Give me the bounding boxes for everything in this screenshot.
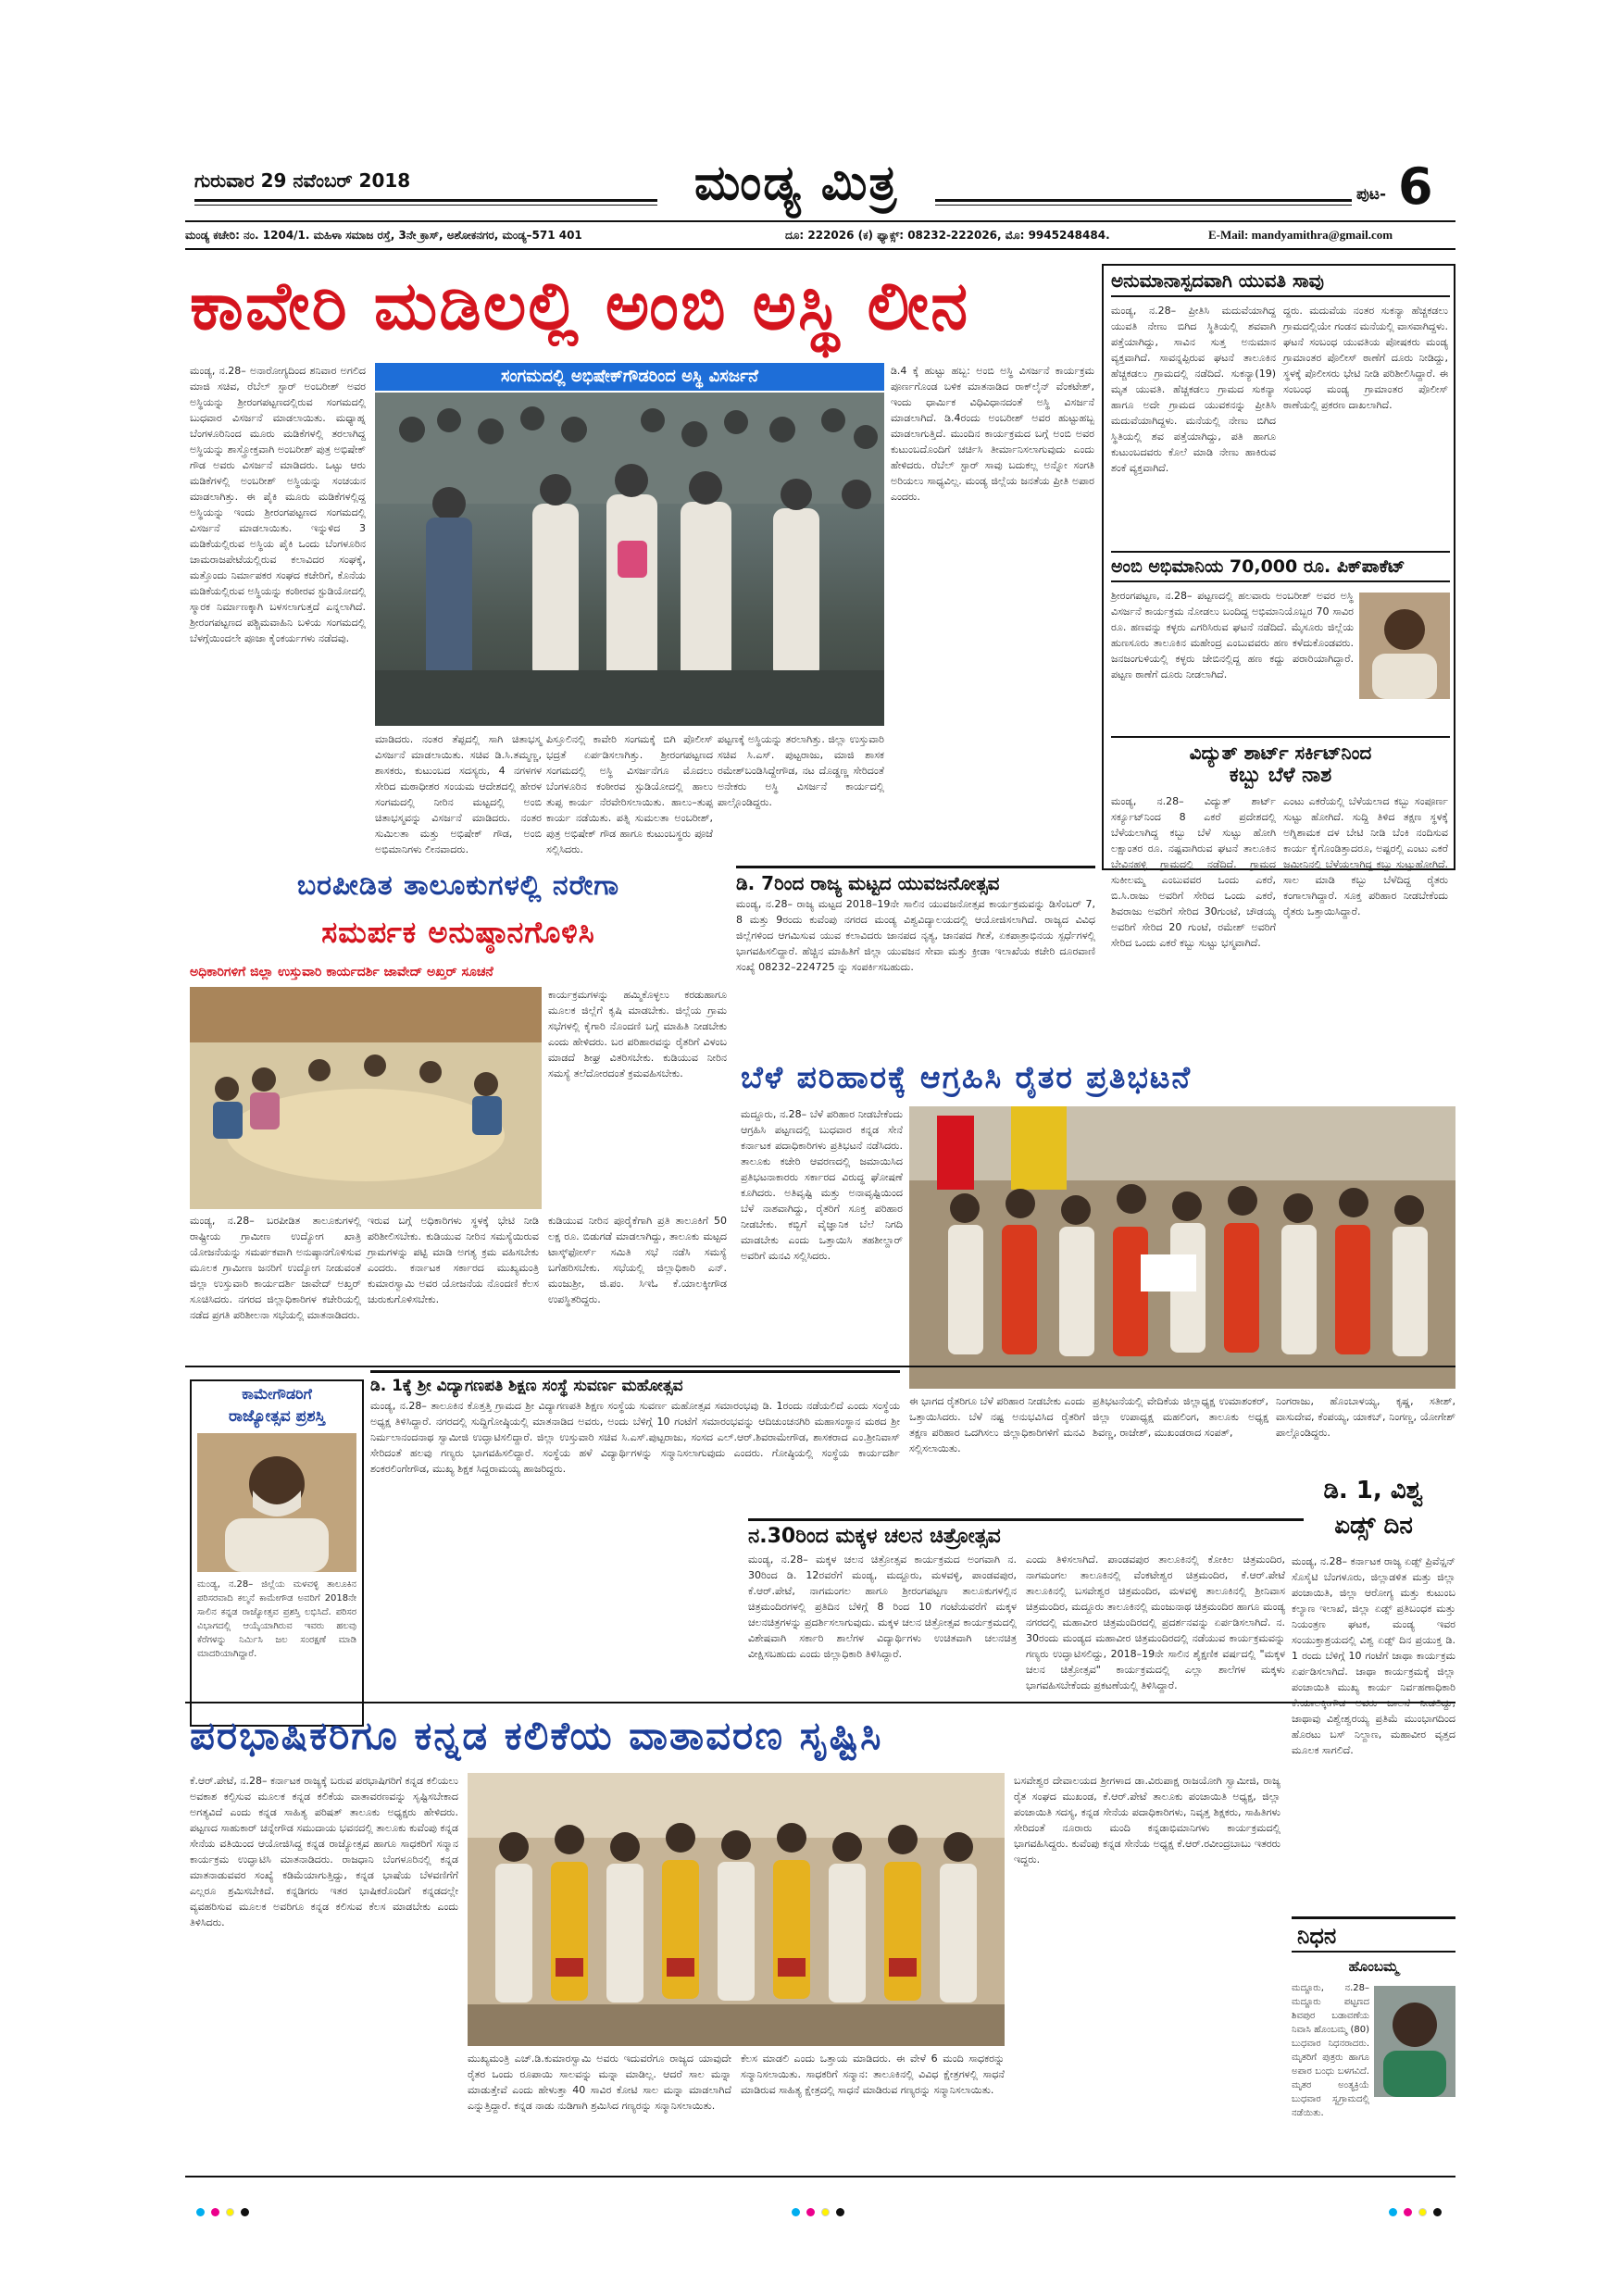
- obituary-text: ಮದ್ದೂರು, ನ.28– ಮದ್ದೂರು ಪಟ್ಟಣದ ಶಿವಪುರ ಬಡಾವಣೆಯ ನಿವಾಸಿ ಹೊಂಬಮ್ಮ (80) ಬುಧವಾರ ನಿಧನರಾದರು. ಮೃತರಿಗೆ ಪುತ್ರರು ಹಾಗೂ ಅಪಾರ ಬಂಧು ಬಳಗವಿದೆ. ಮೃತರ ಅಂತ್ಯಕ್ರಿಯೆ ಬುಧವಾರ ಸ್ವಗ್ರಾಮದಲ್ಲಿ ನಡೆಯಿತು.: [1292, 1983, 1369, 2118]
- registration-dot: [211, 2208, 219, 2216]
- aids-day-text: ಮಂಡ್ಯ, ನ.28– ಕರ್ನಾಟಕ ರಾಜ್ಯ ಏಡ್ಸ್ ಪ್ರಿವೆನ್ಷನ್ ಸೊಸೈಟಿ ಬೆಂಗಳೂರು, ಜಿಲ್ಲಾಡಳಿತ ಮತ್ತು ಜಿಲ್ಲಾ ಪಂಚಾಯಿತಿ, ಜಿಲ್ಲಾ ಆರೋಗ್ಯ ಮತ್ತು ಕುಟುಂಬ ಕಲ್ಯಾಣ ಇಲಾಖೆ, ಜಿಲ್ಲಾ ಏಡ್ಸ್ ಪ್ರತಿಬಂಧಕ ಮತ್ತು ನಿಯಂತ್ರಣ ಘಟಕ, ಮಂಡ್ಯ ಇವರ ಸಂಯುಕ್ತಾಶ್ರಯದಲ್ಲಿ ವಿಶ್ವ ಏಡ್ಸ್ ದಿನ ಪ್ರಯುಕ್ತ ಡಿ. 1 ರಂದು ಬೆಳಿಗ್ಗೆ 10 ಗಂಟೆಗೆ ಜಾಥಾ ಕಾರ್ಯಕ್ರಮ ಏರ್ಪಡಿಸಲಾಗಿದೆ. ಜಾಥಾ ಕಾರ್ಯಕ್ರಮಕ್ಕೆ ಜಿಲ್ಲಾ ಪಂಚಾಯಿತಿ ಮುಖ್ಯ ಕಾರ್ಯ ನಿರ್ವಹಣಾಧಿಕಾರಿ ಜಾಥಾವು ವಿಶ್ವೇಶ್ವರಯ್ಯ ಪ್ರತಿಮೆ ಮುಂಭಾಗದಿಂದ ಹೊರಟು ಬಸ್ ನಿಲ್ದಾಣ, ಮಹಾವೀರ ವೃತ್ತದ ಮೂಲಕ ಸಾಗಲಿದೆ.: [1292, 1555, 1455, 1756]
- registration-dot: [241, 2208, 249, 2216]
- lead-column-1: ಮಂಡ್ಯ, ನ.28– ಅನಾರೋಗ್ಯದಿಂದ ಶನಿವಾರ ಅಗಲಿದ ಮಾಜಿ ಸಚಿವ, ರೆಬೆಲ್ ಸ್ಟಾರ್ ಅಂಬರೀಶ್ ಅವರ ಅಸ್ಥಿಯನ್ನು ಶ್ರೀರಂಗಪಟ್ಟಣದಲ್ಲಿರುವ ಸಂಗಮದಲ್ಲಿ ಬುಧವಾರ ವಿಸರ್ಜನೆ ಮಾಡಲಾಯಿತು. ಮಧ್ಯಾಹ್ನ ಬೆಂಗಳೂರಿನಿಂದ ಮೂರು ಮಡಿಕೆಗಳಲ್ಲಿ ತರಲಾಗಿದ್ದ ಅಸ್ಥಿಯನ್ನು ಶಾಸ್ತ್ರೋಕ್ತವಾಗಿ ಅಂಬರೀಶ್ ಪುತ್ರ ಅಭಿಷೇಕ್ ಗೌಡ ಅವರು ವಿಸರ್ಜನೆ ಮಾಡಿದರು. ಒಟ್ಟು ಆರು ಮಡಿಕೆಗಳಲ್ಲಿ ಅಂಬರೀಶ್ ಅಸ್ಥಿಯನ್ನು ಸಂಚಯನ ಮಾಡಲಾಗಿತ್ತು. ಈ ಪೈಕಿ ಮೂರು ಮಡಿಕೆಗಳಲ್ಲಿದ್ದ ಅಸ್ಥಿಯನ್ನು ಇಂದು ಶ್ರೀರಂಗಪಟ್ಟಣದ ಸಂಗಮದಲ್ಲಿ ವಿಸರ್ಜನೆ ಮಾಡಲಾಯಿತು. ಇನ್ನುಳಿದ 3 ಮಡಿಕೆಯಲ್ಲಿರುವ ಅಸ್ಥಿಯ ಪೈಕಿ ಒಂದು ಬೆಂಗಳೂರಿನ ಚಾಮರಾಜಪೇಟೆಯಲ್ಲಿರುವ ಕಲಾವಿದರ ಸಂಘಕ್ಕೆ, ಮತ್ತೊಂದು ನಿರ್ಮಾಪಕರ ಸಂಘದ ಕಚೇರಿಗೆ, ಕೊನೆಯ ಮಡಿಕೆಯಲ್ಲಿರುವ ಅಸ್ಥಿಯನ್ನು ಕಂಠೀರವ ಸ್ಟುಡಿಯೋದಲ್ಲಿ ಸ್ಮಾರಕ ನಿರ್ಮಾಣಕ್ಕಾಗಿ ಬಳಸಲಾಗುತ್ತದೆ ಎನ್ನಲಾಗಿದೆ. ಶ್ರೀರಂಗಪಟ್ಟಣದ ಪಶ್ಚಿಮವಾಹಿನಿ ಬಳಿಯ ಸಂಗಮದಲ್ಲಿ ಬೆಳಗ್ಗೆಯಿಂದಲೇ ಪೂಜಾ ಕೈಂಕರ್ಯಗಳು ನಡೆದವು.: [190, 365, 366, 644]
- youth-fest-headline: ಡಿ. 7ರಿಂದ ರಾಜ್ಯ ಮಟ್ಟದ ಯುವಜನೋತ್ಸವ: [736, 866, 1095, 894]
- narega-col-b: ಇರುವ ಬಗ್ಗೆ ಅಧಿಕಾರಿಗಳು ಸ್ಥಳಕ್ಕೆ ಭೇಟಿ ನೀಡಿ ಪರಿಶೀಲಿಸಬೇಕು. ಕುಡಿಯುವ ನೀರಿನ ಸಮಸ್ಯೆಯಿರುವ ಗ್ರಾಮಗಳನ್ನು ಪಟ್ಟಿ ಮಾಡಿ ಅಗತ್ಯ ಕ್ರಮ ವಹಿಸಬೇಕು ಎಂದರು. ಕರ್ನಾಟಕ ಸರ್ಕಾರದ ಮುಖ್ಯಮಂತ್ರಿ ಕುಮಾರಸ್ವಾಮಿ ಅವರ ಯೋಜನೆಯ ನೊಂದಣಿ ಕೆಲಸ ಚುರುಕುಗೊಳಿಸಬೇಕು.: [368, 1215, 539, 1305]
- registration-dot: [806, 2208, 815, 2216]
- page-label: ಪುಟ-: [1356, 185, 1386, 204]
- aids-day-headline-2: ಏಡ್ಸ್ ದಿನ: [1334, 1512, 1413, 1540]
- obituary-section-title: ನಿಧನ: [1292, 1916, 1455, 1953]
- lead-photo-ritual: [375, 393, 884, 726]
- lead-photo-caption: ಸಂಗಮದಲ್ಲಿ ಅಭಿಷೇಕ್‌ಗೌಡರಿಂದ ಅಸ್ಥಿ ವಿಸರ್ಜನೆ: [500, 367, 759, 386]
- masthead-rule-right-thin: [935, 205, 1352, 206]
- narega-meeting-photo: [190, 987, 542, 1209]
- lead-column-3: ಪಿಸ್ತೂಲಿನಲ್ಲಿ ಕಾವೇರಿ ಸಂಗಮಕ್ಕೆ ಬಿಗಿ ಪೊಲೀಸ್ ಭದ್ರತೆ ಏರ್ಪಡಿಸಲಾಗಿತ್ತು. ಶ್ರೀರಂಗಪಟ್ಟಣದ ಸಂಗಮದಲ್ಲಿ ಅಸ್ಥಿ ವಿಸರ್ಜನೆಗೂ ಮೊದಲು ಬೆಂಗಳೂರಿನ ಕಂಠೀರವ ಸ್ಟುಡಿಯೋದಲ್ಲಿ ಹಾಲು ತುಪ್ಪ ಕಾರ್ಯ ನೆರವೇರಿಸಲಾಯಿತು. ಹಾಲು–ತುಪ್ಪ ಕಾರ್ಯ ನಡೆಯಿತು. ಪತ್ನಿ ಸುಮಲತಾ ಅಂಬರೀಶ್, ಪುತ್ರ ಅಭಿಷೇಕ್ ಗೌಡ ಹಾಗೂ ಕುಟುಂಬಸ್ಥರು ಪೂಜೆ ಸಲ್ಲಿಸಿದರು.: [546, 733, 713, 855]
- registration-dot: [226, 2208, 234, 2216]
- address-rule-bottom: [185, 248, 1455, 250]
- column-rule: [185, 1366, 1455, 1367]
- woman-death-box: [1102, 264, 1455, 949]
- office-phone: ದೂ: 222026 (ಕ) ಫ್ಯಾಕ್ಸ್: 08232-222026, ಮೊ: 9945248484.: [785, 229, 1110, 242]
- woman-death-col-1: ಮಂಡ್ಯ, ನ.28– ಪ್ರೀತಿಸಿ ಮದುವೆಯಾಗಿದ್ದ ಯುವತಿ ನೇಣು ಬಿಗಿದ ಸ್ಥಿತಿಯಲ್ಲಿ ಶವವಾಗಿ ಪತ್ತೆಯಾಗಿದ್ದು, ಸಾವಿನ ಸುತ್ತ ಅನುಮಾನ ವ್ಯಕ್ತವಾಗಿದೆ. ಸಾವನ್ನಪ್ಪಿರುವ ಘಟನೆ ತಾಲೂಕಿನ ಹೆಚ್ಚಕಡಲು ಗ್ರಾಮದಲ್ಲಿ ನಡೆದಿದೆ. ಸುಕನ್ಯಾ(19) ಮೃತ ಯುವತಿ. ಹೆಚ್ಚಕಡಲು ಗ್ರಾಮದ ಸುಕನ್ಯಾ ಹಾಗೂ ಅದೇ ಗ್ರಾಮದ ಯುವಕನನ್ನು ಪ್ರೀತಿಸಿ ಮದುವೆಯಾಗಿದ್ದಳು. ಮನೆಯಲ್ಲಿ ನೇಣು ಬಿಗಿದ ಸ್ಥಿತಿಯಲ್ಲಿ ಶವ ಪತ್ತೆಯಾಗಿದ್ದು, ಪತಿ ಹಾಗೂ ಕುಟುಂಬದವರು ಕೊಲೆ ಮಾಡಿ ನೇಣು ಹಾಕಿರುವ ಶಂಕೆ ವ್ಯಕ್ತವಾಗಿದೆ.: [1111, 305, 1276, 474]
- film-fest-col-1: ಮಂಡ್ಯ, ನ.28– ಮಕ್ಕಳ ಚಲನ ಚಿತ್ರೋತ್ಸವ ಕಾರ್ಯಕ್ರಮದ ಅಂಗವಾಗಿ ನ. 30ರಿಂದ ಡಿ. 12ರವರೆಗೆ ಮಂಡ್ಯ, ಮದ್ದೂರು, ಮಳವಳ್ಳಿ, ಪಾಂಡವಪುರ, ಕೆ.ಆರ್.ಪೇಟೆ, ನಾಗಮಂಗಲ ಹಾಗೂ ಶ್ರೀರಂಗಪಟ್ಟಣ ತಾಲೂಕುಗಳಲ್ಲಿನ ಚಿತ್ರಮಂದಿರಗಳಲ್ಲಿ ಪ್ರತಿದಿನ ಬೆಳಿಗ್ಗೆ 8 ರಿಂದ 10 ಗಂಟೆಯವರೆಗೆ ಮಕ್ಕಳ ಚಲನಚಿತ್ರಗಳನ್ನು ಪ್ರದರ್ಶಿಸಲಾಗುವುದು. ಮಕ್ಕಳ ಚಲನ ಚಿತ್ರೋತ್ಸವ ಕಾರ್ಯಕ್ರಮದಲ್ಲಿ ವಿಶೇಷವಾಗಿ ಸರ್ಕಾರಿ ಶಾಲೆಗಳ ವಿದ್ಯಾರ್ಥಿಗಳು ಉಚಿತವಾಗಿ ಚಲನಚಿತ್ರ ವೀಕ್ಷಿಸಬಹುದು ಎಂದು ಜಿಲ್ಲಾಧಿಕಾರಿ ತಿಳಿಸಿದ್ದಾರೆ.: [748, 1554, 1017, 1660]
- farmers-protest-cap-1: ಈ ಭಾಗದ ರೈತರಿಗೂ ಬೆಳೆ ಪರಿಹಾರ ನೀಡಬೇಕು ಎಂದು ಒತ್ತಾಯಿಸಿದರು. ಬೆಳೆ ನಷ್ಟ ಅನುಭವಿಸಿದ ರೈತರಿಗೆ ತಕ್ಷಣ ಪರಿಹಾರ ಒದಗಿಸಲು ಜಿಲ್ಲಾಧಿಕಾರಿಗಳಿಗೆ ಮನವಿ ಸಲ್ಲಿಸಲಾಯಿತು.: [909, 1395, 1085, 1454]
- award-recipient-photo: [197, 1433, 356, 1572]
- kannada-env-col-3: ಕೆಲಸ ಮಾಡಲಿ ಎಂದು ಒತ್ತಾಯ ಮಾಡಿದರು. ಈ ವೇಳೆ 6 ಮಂದಿ ಸಾಧಕರನ್ನು ಸನ್ಮಾನಿಸಲಾಯಿತು. ಸಾಧಕರಿಗೆ ಸನ್ಮಾನ: ತಾಲೂಕಿನಲ್ಲಿ ವಿವಿಧ ಕ್ಷೇತ್ರಗಳಲ್ಲಿ ಸಾಧನೆ ಮಾಡಿರುವ ಸಾಹಿತ್ಯ ಕ್ಷೇತ್ರದಲ್ಲಿ ಸಾಧನೆ ಮಾಡಿರುವ ಗಣ್ಯರನ್ನು ಸನ್ಮಾನಿಸಲಾಯಿತು.: [741, 2053, 1005, 2096]
- lead-photo-art: [375, 393, 884, 726]
- narega-headline-1: ಬರಪೀಡಿತ ತಾಲೂಕುಗಳಲ್ಲಿ ನರೇಗಾ: [296, 869, 620, 902]
- narega-col-c: ಕುಡಿಯುವ ನೀರಿನ ಪೂರೈಕೆಗಾಗಿ ಪ್ರತಿ ತಾಲೂಕಿಗೆ 50 ಲಕ್ಷ ರೂ. ಬಿಡುಗಡೆ ಮಾಡಲಾಗಿದ್ದು, ತಾಲೂಕು ಮಟ್ಟದ ಟಾಸ್ಕ್‌ಫೋರ್ಸ್ ಸಮಿತಿ ಸಭೆ ನಡೆಸಿ ಸಮಸ್ಯೆ ಬಗೆಹರಿಸಬೇಕು. ಸಭೆಯಲ್ಲಿ ಜಿಲ್ಲಾಧಿಕಾರಿ ಎನ್. ಮಂಜುಶ್ರೀ, ಜಿ.ಪಂ. ಸಿಇಓ ಕೆ.ಯಾಲಕ್ಕೀಗೌಡ ಉಪಸ್ಥಿತರಿದ್ದರು.: [548, 1215, 727, 1305]
- narega-headline-2: ಸಮರ್ಪಕ ಅನುಷ್ಠಾನಗೊಳಿಸಿ: [321, 915, 595, 950]
- narega-col-right: ಕಾರ್ಯಕ್ರಮಗಳನ್ನು ಹಮ್ಮಿಕೊಳ್ಳಲು ಕರಡುಹಾಗೂ ಮೂಲಕ ಜಿಲ್ಲೆಗೆ ಕೃಷಿ ಮಾಡಬೇಕು. ಜಿಲ್ಲೆಯ ಗ್ರಾಮ ಸಭೆಗಳಲ್ಲಿ ಕೈಗಾರಿ ನೊಂದಣಿ ಬಗ್ಗೆ ಮಾಹಿತಿ ನೀಡಬೇಕು ಎಂದು ಹೇಳಿದರು. ಬರ ಪರಿಹಾರವನ್ನು ರೈತರಿಗೆ ವಿಳಂಬ ಮಾಡದೆ ಶೀಘ್ರ ವಿತರಿಸಬೇಕು. ಕುಡಿಯುವ ನೀರಿನ ಸಮಸ್ಯೆ ತಲೆದೋರದಂತೆ ಕ್ರಮವಹಿಸಬೇಕು.: [548, 989, 727, 1079]
- pickpocket-headline: ಅಂಬಿ ಅಭಿಮಾನಿಯ 70,000 ರೂ. ಪಿಕ್‌ಪಾಕೆಟ್: [1111, 551, 1450, 582]
- farmers-protest-cap-2: ಪ್ರತಿಭಟನೆಯಲ್ಲಿ ವೇದಿಕೆಯ ಜಿಲ್ಲಾಧ್ಯಕ್ಷ ಉಮಾಶಂಕರ್, ಜಿಲ್ಲಾ ಉಪಾಧ್ಯಕ್ಷ ಮಹಲಿಂಗ, ತಾಲೂಕು ಅಧ್ಯಕ್ಷ ಶಿವಣ್ಣ, ರಾಜೇಶ್, ಮುಖಂಡರಾದ ಸಂಪತ್,: [1093, 1395, 1268, 1439]
- woman-death-headline: ಅನುಮಾನಾಸ್ಪದವಾಗಿ ಯುವತಿ ಸಾವು: [1111, 269, 1450, 297]
- kannada-env-col-4: ಬಸವೇಶ್ವರ ದೇವಾಲಯದ ಶ್ರೀಗಳಾದ ಡಾ.ವಿರುಪಾಕ್ಷ ರಾಜಯೋಗಿ ಸ್ವಾಮೀಜಿ, ರಾಜ್ಯ ರೈತ ಸಂಘದ ಮುಖಂಡ, ಕೆ.ಆರ್.ಪೇಟೆ ತಾಲೂಕು ಪಂಚಾಯಿತಿ ಅಧ್ಯಕ್ಷ, ಜಿಲ್ಲಾ ಪಂಚಾಯಿತಿ ಸದಸ್ಯ, ಕನ್ನಡ ಸೇನೆಯ ಪದಾಧಿಕಾರಿಗಳು, ನಿವೃತ್ತ ಶಿಕ್ಷಕರು, ಸಾಹಿತಿಗಳು ಸೇರಿದಂತೆ ನೂರಾರು ಮಂದಿ ಕನ್ನಡಾಭಿಮಾನಿಗಳು ಕಾರ್ಯಕ್ರಮದಲ್ಲಿ ಭಾಗವಹಿಸಿದ್ದರು. ಕುವೆಂಪು ಕನ್ನಡ ಸೇನೆಯ ಅಧ್ಯಕ್ಷ ಕೆ.ಆರ್.ರವೀಂದ್ರಬಾಬು ಇತರರು ಇದ್ದರು.: [1014, 1775, 1280, 1866]
- issue-date: ಗುರುವಾರ 29 ನವೆಂಬರ್ 2018: [194, 169, 411, 192]
- award-headline-2: ರಾಜ್ಯೋತ್ಸವ ಪ್ರಶಸ್ತಿ: [228, 1407, 326, 1426]
- registration-dot: [196, 2208, 205, 2216]
- lead-column-5: ಡಿ.4 ಕ್ಕೆ ಹುಟ್ಟು ಹಬ್ಬ: ಅಂಬಿ ಅಸ್ಥಿ ವಿಸರ್ಜನೆ ಕಾರ್ಯಕ್ರಮ ಪೂರ್ಣಗೊಂಡ ಬಳಿಕ ಮಾತನಾಡಿದ ರಾಕ್‌ಲೈನ್ ವೆಂಕಟೇಶ್, ಇಂದು ಧಾರ್ಮಿಕ ವಿಧಿವಿಧಾನದಂತೆ ಅಸ್ಥಿ ವಿಸರ್ಜನೆ ಮಾಡಲಾಗಿದೆ. ಡಿ.4ರಂದು ಅಂಬರೀಶ್ ಅವರ ಹುಟ್ಟುಹಬ್ಬ ಮಾಡಲಾಗುತ್ತಿದೆ. ಮುಂದಿನ ಕಾರ್ಯಕ್ರಮದ ಬಗ್ಗೆ ಅಂಬಿ ಅವರ ಕುಟುಂಬದೊಂದಿಗೆ ಚರ್ಚಿಸಿ ತೀರ್ಮಾನಿಸಲಾಗುವುದು ಎಂದು ಹೇಳಿದರು. ರೆಬೆಲ್ ಸ್ಟಾರ್ ಸಾವು ಬದುಕಲ್ಲ ಅನ್ನೋ ಸಂಗತಿ ಅರಿಯಲು ಸಾಧ್ಯವಿಲ್ಲ. ಮಂಡ್ಯ ಜಿಲ್ಲೆಯ ಜನತೆಯ ಪ್ರೀತಿ ಅಪಾರ ಎಂದರು.: [891, 365, 1094, 503]
- school-jubilee-continued: [370, 1523, 736, 1713]
- page-number: 6: [1398, 157, 1433, 216]
- registration-dot: [792, 2208, 800, 2216]
- lead-column-2: ಮಾಡಿದರು. ನಂತರ ತೆಪ್ಪದಲ್ಲಿ ಸಾಗಿ ಚಿತಾಭಸ್ಮ ವಿಸರ್ಜನೆ ಮಾಡಲಾಯಿತು. ಸಚಿವ ಡಿ.ಸಿ.ತಮ್ಮಣ್ಣ, ಶಾಸಕರು, ಕುಟುಂಬದ ಸದಸ್ಯರು, 4 ನಗಳಗಳ ಸೇರಿದ ಮಠಾಧೀಶರ ಸಂಯಮ ಆದೇಶದಲ್ಲಿ ಹೇರಳ ಸಂಗಮದಲ್ಲಿ ನೀರಿನ ಮಟ್ಟದಲ್ಲಿ ಅಂಬಿ ಚಿತಾಭಸ್ಮವನ್ನು ವಿಸರ್ಜನೆ ಮಾಡಿದರು. ನಂತರ ಸುಮಿಲತಾ ಮತ್ತು ಅಭಿಷೇಕ್ ಗೌಡ, ಅಂಬಿ ಅಭಿಮಾನಿಗಳು ಲೀನವಾದರು.: [375, 733, 542, 855]
- farmers-protest-text: ಮದ್ದೂರು, ನ.28– ಬೆಳೆ ಪರಿಹಾರ ನೀಡಬೇಕೆಂದು ಆಗ್ರಹಿಸಿ ಪಟ್ಟಣದಲ್ಲಿ ಬುಧವಾರ ಕನ್ನಡ ಸೇನೆ ಕರ್ನಾಟಕ ಪದಾಧಿಕಾರಿಗಳು ಪ್ರತಿಭಟನೆ ನಡೆಸಿದರು. ತಾಲೂಕು ಕಚೇರಿ ಆವರಣದಲ್ಲಿ ಜಮಾಯಿಸಿದ ಪ್ರತಿಭಟನಾಕಾರರು ಸರ್ಕಾರದ ವಿರುದ್ಧ ಘೋಷಣೆ ಕೂಗಿದರು. ಅತಿವೃಷ್ಟಿ ಮತ್ತು ಅನಾವೃಷ್ಟಿಯಿಂದ ಬೆಳೆ ನಾಶವಾಗಿದ್ದು, ರೈತರಿಗೆ ಸೂಕ್ತ ಪರಿಹಾರ ನೀಡಬೇಕು. ಕಬ್ಬಿಗೆ ವೈಜ್ಞಾನಿಕ ಬೆಲೆ ನಿಗದಿ ಮಾಡಬೇಕು ಎಂದು ಒತ್ತಾಯಿಸಿ ತಹಶೀಲ್ದಾರ್ ಅವರಿಗೆ ಮನವಿ ಸಲ್ಲಿಸಿದರು.: [741, 1108, 903, 1262]
- sugarcane-headline-2: ಕಬ್ಬು ಬೆಳೆ ನಾಶ: [1229, 764, 1332, 787]
- farmers-protest-photo: [909, 1106, 1455, 1389]
- sugarcane-col-2: ಎಂಟು ಎಕರೆಯಲ್ಲಿ ಬೆಳೆಯಲಾದ ಕಬ್ಬು ಸಂಪೂರ್ಣ ಸುಟ್ಟು ಹೋಗಿದೆ. ಸುದ್ದಿ ತಿಳಿದ ತಕ್ಷಣ ಸ್ಥಳಕ್ಕೆ ಅಗ್ನಿಶಾಮಕ ದಳ ಬೇಟಿ ನೀಡಿ ಬೆಂಕಿ ನಂದಿಸುವ ಕಾರ್ಯ ಕೈಗೊಂಡಿತ್ತಾದರೂ, ಅಷ್ಟರಲ್ಲಿ ಎಂಟು ಎಕರೆ ಜಮೀನಿನಲ್ಲಿ ಬೆಳೆಯಲಾಗಿದ್ದ ಕಬ್ಬು ಸುಟ್ಟುಹೋಗಿದೆ. ಸಾಲ ಮಾಡಿ ಕಬ್ಬು ಬೆಳೆದಿದ್ದ ರೈತರು ಕಂಗಾಲಾಗಿದ್ದಾರೆ. ಸೂಕ್ತ ಪರಿಹಾರ ನೀಡಬೇಕೆಂದು ರೈತರು ಒತ್ತಾಯಿಸಿದ್ದಾರೆ.: [1283, 795, 1448, 917]
- pickpocket-text: ಶ್ರೀರಂಗಪಟ್ಟಣ, ನ.28– ಪಟ್ಟಣದಲ್ಲಿ ಹಲವಾರು ಅಂಬರೀಶ್ ಅವರ ಅಸ್ಥಿ ವಿಸರ್ಜನೆ ಕಾರ್ಯಕ್ರಮ ನೋಡಲು ಬಂದಿದ್ದ ಅಭಿಮಾನಿಯೊಬ್ಬರ 70 ಸಾವಿರ ರೂ. ಹಣವನ್ನು ಕಳ್ಳರು ಎಗರಿಸಿರುವ ಘಟನೆ ನಡೆದಿದೆ. ಮೈಸೂರು ಜಿಲ್ಲೆಯ ಹುಣಸೂರು ತಾಲೂಕಿನ ಮಹೇಂದ್ರ ಎಂಬುವವರು ಹಣ ಕಳೆದುಕೊಂಡವರು. ಜನಜಂಗುಳಿಯಲ್ಲಿ ಕಳ್ಳರು ಜೇಬಿನಲ್ಲಿದ್ದ ಹಣ ಕದ್ದು ಪರಾರಿಯಾಗಿದ್ದಾರೆ. ಪಟ್ಟಣ ಠಾಣೆಗೆ ದೂರು ನೀಡಲಾಗಿದೆ.: [1111, 590, 1354, 680]
- obituary-name: ಹೊಂಬಮ್ಮ: [1348, 1958, 1399, 1975]
- kannada-env-col-1: ಕೆ.ಆರ್.ಪೇಟೆ, ನ.28– ಕರ್ನಾಟಕ ರಾಜ್ಯಕ್ಕೆ ಬರುವ ಪರಭಾಷಿಗರಿಗೆ ಕನ್ನಡ ಕಲಿಯಲು ಅವಕಾಶ ಕಲ್ಪಿಸುವ ಮೂಲಕ ಕನ್ನಡ ಕಲಿಕೆಯ ವಾತಾವರಣವನ್ನು ಸೃಷ್ಟಿಸಬೇಕಾದ ಅಗತ್ಯವಿದೆ ಎಂದು ಕನ್ನಡ ಸಾಹಿತ್ಯ ಪರಿಷತ್ ತಾಲೂಕು ಅಧ್ಯಕ್ಷರು ಹೇಳಿದರು. ಪಟ್ಟಣದ ಸಾಹುಕಾರ್ ಚನ್ನೇಗೌಡ ಸಮುದಾಯ ಭವನದಲ್ಲಿ ತಾಲೂಕು ಕುವೆಂಪು ಕನ್ನಡ ಸೇನೆಯ ವತಿಯಿಂದ ಆಯೋಜಿಸಿದ್ದ ಕನ್ನಡ ರಾಜ್ಯೋತ್ಸವ ಹಾಗೂ ಸಾಧಕರಿಗೆ ಸನ್ಮಾನ ಕಾರ್ಯಕ್ರಮ ಉದ್ಘಾಟಿಸಿ ಮಾತನಾಡಿದರು. ರಾಜಧಾನಿ ಬೆಂಗಳೂರಿನಲ್ಲಿ ಕನ್ನಡ ಮಾತನಾಡುವವರ ಸಂಖ್ಯೆ ಕಡಿಮೆಯಾಗುತ್ತಿದ್ದು, ಕನ್ನಡ ಭಾಷೆಯ ಬೆಳವಣಿಗೆಗೆ ಎಲ್ಲರೂ ಶ್ರಮಿಸಬೇಕಿದೆ. ಕನ್ನಡಿಗರು ಇತರ ಭಾಷಿಕರೊಂದಿಗೆ ಕನ್ನಡದಲ್ಲೇ ವ್ಯವಹರಿಸುವ ಮೂಲಕ ಅವರಿಗೂ ಕನ್ನಡ ಕಲಿಸುವ ಕೆಲಸ ಮಾಡಬೇಕು ಎಂದು ತಿಳಿಸಿದರು.: [190, 1775, 458, 1928]
- kannada-env-photo: [468, 1773, 1005, 2046]
- registration-dot: [821, 2208, 830, 2216]
- column-rule: [185, 2176, 1455, 2177]
- address-rule-top: [185, 220, 1455, 222]
- school-jubilee-headline: ಡಿ. 1ಕ್ಕೆ ಶ್ರೀ ವಿದ್ಯಾಗಣಪತಿ ಶಿಕ್ಷಣ ಸಂಸ್ಥೆ ಸುವರ್ಣ ಮಹೋತ್ಸವ: [370, 1370, 900, 1395]
- sugarcane-col-1: ಮಂಡ್ಯ, ನ.28– ವಿದ್ಯುತ್ ಶಾರ್ಟ್ ಸರ್ಕ್ಯೂಟ್‌ನಿಂದ 8 ಎಕರೆ ಪ್ರದೇಶದಲ್ಲಿ ಬೆಳೆಯಲಾಗಿದ್ದ ಕಬ್ಬು ಬೆಳೆ ಸುಟ್ಟು ಹೋಗಿ ಲಕ್ಷಾಂತರ ರೂ. ನಷ್ಟವಾಗಿರುವ ಘಟನೆ ತಾಲೂಕಿನ ಬೇವಿನಹಳ್ಳಿ ಗ್ರಾಮದಲ್ಲಿ ನಡೆದಿದೆ. ಗ್ರಾಮದ ಸುಕೀಲಮ್ಮ ಎಂಬುವವರ ಒಂದು ಎಕರೆ, ಬಿ.ಸಿ.ರಾಜು ಅವರಿಗೆ ಸೇರಿದ ಒಂದು ಎಕರೆ, ಶಿವರಾಜು ಅವರಿಗೆ ಸೇರಿದ 30ಗುಂಟೆ, ಚೌಡಯ್ಯ ಅವರಿಗೆ ಸೇರಿದ 20 ಗುಂಟೆ, ರಮೇಶ್ ಅವರಿಗೆ ಸೇರಿದ ಒಂದು ಎಕರೆ ಕಬ್ಬು ಸುಟ್ಟು ಭಸ್ಮವಾಗಿದೆ.: [1111, 795, 1276, 949]
- farmers-protest-cap-3: ನಿಂಗರಾಜು, ಹೊಂಬಾಳಯ್ಯ, ಕೃಷ್ಣ, ಸತೀಶ್, ವಾಸುದೇವ, ಕೆಂಪಯ್ಯ, ಯಾಕಬ್, ನಿಂಗಣ್ಣ, ಯೋಗೇಶ್ ಪಾಲ್ಗೊಂಡಿದ್ದರು.: [1276, 1395, 1455, 1439]
- registration-dot: [836, 2208, 844, 2216]
- aids-day-headline-1: ಡಿ. 1, ವಿಶ್ವ: [1323, 1477, 1424, 1504]
- youth-fest-text: ಮಂಡ್ಯ, ನ.28– ರಾಜ್ಯ ಮಟ್ಟದ 2018–19ನೇ ಸಾಲಿನ ಯುವಜನೋತ್ಸವ ಕಾರ್ಯಕ್ರಮವನ್ನು ಡಿಸೆಂಬರ್ 7, 8 ಮತ್ತು 9ರಂದು ಕುವೆಂಪು ನಗರದ ಮಂಡ್ಯ ವಿಶ್ವವಿದ್ಯಾಲಯದಲ್ಲಿ ಆಯೋಜಿಸಲಾಗಿದೆ. ರಾಜ್ಯದ ವಿವಿಧ ಜಿಲ್ಲೆಗಳಿಂದ ಆಗಮಿಸುವ ಯುವ ಕಲಾವಿದರು ಜಾನಪದ ನೃತ್ಯ, ಜಾನಪದ ಗೀತೆ, ಏಕಪಾತ್ರಾಭಿನಯ ಸ್ಪರ್ಧೆಗಳಲ್ಲಿ ಭಾಗವಹಿಸಲಿದ್ದಾರೆ. ಹೆಚ್ಚಿನ ಮಾಹಿತಿಗೆ ಜಿಲ್ಲಾ ಯುವಜನ ಸೇವಾ ಮತ್ತು ಕ್ರೀಡಾ ಇಲಾಖೆಯ ಕಚೇರಿ ದೂರವಾಣಿ ಸಂಖ್ಯೆ 08232–224725 ನ್ನು ಸಂಪರ್ಕಿಸಬಹುದು.: [736, 898, 1095, 973]
- obituary-photo: [1374, 1986, 1455, 2097]
- office-email: E-Mail: mandyamithra@gmail.com: [1208, 228, 1393, 242]
- kannada-env-headline: ಪರಭಾಷಿಕರಿಗೂ ಕನ್ನಡ ಕಲಿಕೆಯ ವಾತಾವರಣ ಸೃಷ್ಟಿಸಿ: [190, 1713, 883, 1758]
- award-headline-1: ಕಾಮೇಗೌಡರಿಗೆ: [242, 1385, 312, 1403]
- farmers-protest-headline: ಬೆಳೆ ಪರಿಹಾರಕ್ಕೆ ಆಗ್ರಹಿಸಿ ರೈತರ ಪ್ರತಿಭಟನೆ: [741, 1059, 1193, 1095]
- registration-dot: [1418, 2208, 1427, 2216]
- lead-column-4: ಪಟ್ಟಣಕ್ಕೆ ಅಸ್ಥಿಯನ್ನು ತರಲಾಗಿತ್ತು. ಜಿಲ್ಲಾ ಉಸ್ತುವಾರಿ ಸಚಿವ ಸಿ.ಎಸ್. ಪುಟ್ಟರಾಜು, ಮಾಜಿ ಶಾಸಕ ರಮೇಶ್‌ಬಂಡಿಸಿದ್ದೇಗೌಡ, ನಟ ದೊಡ್ಡಣ್ಣ ಸೇರಿದಂತೆ ಅನೇಕರು ಅಸ್ಥಿ ವಿಸರ್ಜನೆ ಕಾರ್ಯದಲ್ಲಿ ಪಾಲ್ಗೊಂಡಿದ್ದರು.: [718, 733, 884, 808]
- registration-dot: [1433, 2208, 1442, 2216]
- award-box: [190, 1379, 364, 1727]
- pickpocket-victim-photo: [1359, 593, 1450, 699]
- masthead-rule-right: [935, 199, 1352, 202]
- school-jubilee-text: ಮಂಡ್ಯ, ನ.28– ತಾಲೂಕಿನ ಕೊತ್ತತ್ತಿ ಗ್ರಾಮದ ಶ್ರೀ ವಿದ್ಯಾಗಣಪತಿ ಶಿಕ್ಷಣ ಸಂಸ್ಥೆಯ ಸುವರ್ಣ ಮಹೋತ್ಸವ ಸಮಾರಂಭವು ಡಿ. 1ರಂದು ನಡೆಯಲಿದೆ ಎಂದು ಸಂಸ್ಥೆಯ ಅಧ್ಯಕ್ಷ ತಿಳಿಸಿದ್ದಾರೆ. ನಗರದಲ್ಲಿ ಸುದ್ದಿಗೋಷ್ಠಿಯಲ್ಲಿ ಮಾತನಾಡಿದ ಅವರು, ಅಂದು ಬೆಳಿಗ್ಗೆ 10 ಗಂಟೆಗೆ ಸಮಾರಂಭವನ್ನು ಆದಿಚುಂಚನಗಿರಿ ಮಹಾಸಂಸ್ಥಾನ ಮಠದ ಶ್ರೀ ನಿರ್ಮಲಾನಂದನಾಥ ಸ್ವಾಮೀಜಿ ಉದ್ಘಾಟಿಸಲಿದ್ದಾರೆ. ಜಿಲ್ಲಾ ಉಸ್ತುವಾರಿ ಸಚಿವ ಸಿ.ಎಸ್.ಪುಟ್ಟರಾಜು, ಸಂಸದ ಎಲ್.ಆರ್.ಶಿವರಾಮೇಗೌಡ, ಶಾಸಕರಾದ ಎಂ.ಶ್ರೀನಿವಾಸ್ ಸೇರಿದಂತೆ ಹಲವು ಗಣ್ಯರು ಭಾಗವಹಿಸಲಿದ್ದಾರೆ. ಸಂಸ್ಥೆಯ ಹಳೆ ವಿದ್ಯಾರ್ಥಿಗಳನ್ನು ಸನ್ಮಾನಿಸಲಾಗುವುದು ಎಂದರು. ಗೋಷ್ಠಿಯಲ್ಲಿ ಸಂಸ್ಥೆಯ ಕಾರ್ಯದರ್ಶಿ ಶಂಕರಲಿಂಗೇಗೌಡ, ಮುಖ್ಯ ಶಿಕ್ಷಕ ಸಿದ್ದರಾಮಯ್ಯ ಹಾಜರಿದ್ದರು.: [370, 1400, 900, 1475]
- award-text: ಮಂಡ್ಯ, ನ.28– ಜಿಲ್ಲೆಯ ಮಳವಳ್ಳಿ ತಾಲೂಕಿನ ಪರಿಸರವಾದಿ ಕಲ್ಮನೆ ಕಾಮೇಗೌಡ ಅವರಿಗೆ 2018ನೇ ಸಾಲಿನ ಕನ್ನಡ ರಾಜ್ಯೋತ್ಸವ ಪ್ರಶಸ್ತಿ ಲಭಿಸಿದೆ. ಪರಿಸರ ವಿಭಾಗದಲ್ಲಿ ಆಯ್ಕೆಯಾಗಿರುವ ಇವರು ಹಲವು ಕೆರೆಗಳನ್ನು ನಿರ್ಮಿಸಿ ಜಲ ಸಂರಕ್ಷಣೆ ಮಾಡಿ ಮಾದರಿಯಾಗಿದ್ದಾರೆ.: [197, 1579, 356, 1659]
- newspaper-title: ಮಂಡ್ಯ ಮಿತ್ರ: [693, 156, 899, 211]
- film-fest-headline: ನ.30ರಿಂದ ಮಕ್ಕಳ ಚಲನ ಚಿತ್ರೋತ್ಸವ: [748, 1518, 1304, 1548]
- lead-photo-caption-banner: [375, 363, 884, 391]
- masthead-rule-left-thin: [194, 205, 657, 206]
- masthead-rule-left: [194, 199, 657, 202]
- registration-dot: [1404, 2208, 1412, 2216]
- narega-subhead: ಅಧಿಕಾರಿಗಳಿಗೆ ಜಿಲ್ಲಾ ಉಸ್ತುವಾರಿ ಕಾರ್ಯದರ್ಶಿ ಜಾವೇದ್ ಅಖ್ತರ್ ಸೂಚನೆ: [190, 965, 493, 980]
- column-rule: [185, 1702, 1455, 1703]
- film-fest-col-2: ಎಂದು ತಿಳಿಸಲಾಗಿದೆ. ಪಾಂಡವಪುರ ತಾಲೂಕಿನಲ್ಲಿ ಕೋಕಿಲ ಚಿತ್ರಮಂದಿರ, ನಾಗಮಂಗಲ ತಾಲೂಕಿನಲ್ಲಿ ವೆಂಕಟೇಶ್ವರ ಚಿತ್ರಮಂದಿರ, ಕೆ.ಆರ್.ಪೇಟೆ ತಾಲೂಕಿನಲ್ಲಿ ಬಸವೇಶ್ವರ ಚಿತ್ರಮಂದಿರ, ಮಳವಳ್ಳಿ ತಾಲೂಕಿನಲ್ಲಿ ಶ್ರೀನಿವಾಸ ಚಿತ್ರಮಂದಿರ, ಮದ್ದೂರು ತಾಲೂಕಿನಲ್ಲಿ ಮಂಜುನಾಥ ಚಿತ್ರಮಂದಿರ ಹಾಗೂ ಮಂಡ್ಯ ನಗರದಲ್ಲಿ ಮಹಾವೀರ ಚಿತ್ರಮಂದಿರದಲ್ಲಿ ಪ್ರದರ್ಶನವನ್ನು ಏರ್ಪಡಿಸಲಾಗಿದೆ. ನ. 30ರಂದು ಮಂಡ್ಯದ ಮಹಾವೀರ ಚಿತ್ರಮಂದಿರದಲ್ಲಿ ನಡೆಯುವ ಕಾರ್ಯಕ್ರಮವನ್ನು ಗಣ್ಯರು ಉದ್ಘಾಟಿಸಲಿದ್ದು, 2018–19ನೇ ಸಾಲಿನ ಶೈಕ್ಷಣಿಕ ವರ್ಷದಲ್ಲಿ "ಮಕ್ಕಳ ಚಲನ ಚಿತ್ರೋತ್ಸವ" ಕಾರ್ಯಕ್ರಮದಲ್ಲಿ ಎಲ್ಲಾ ಶಾಲೆಗಳ ಮಕ್ಕಳು ಭಾಗವಹಿಸಬೇಕೆಂದು ಪ್ರಕಟಣೆಯಲ್ಲಿ ತಿಳಿಸಿದ್ದಾರೆ.: [1026, 1554, 1285, 1691]
- narega-col-a: ಮಂಡ್ಯ, ನ.28– ಬರಪೀಡಿತ ತಾಲೂಕುಗಳಲ್ಲಿ ರಾಷ್ಟ್ರೀಯ ಗ್ರಾಮೀಣ ಉದ್ಯೋಗ ಖಾತ್ರಿ ಯೋಜನೆಯನ್ನು ಸಮರ್ಪಕವಾಗಿ ಅನುಷ್ಠಾನಗೊಳಿಸುವ ಮೂಲಕ ಗ್ರಾಮೀಣ ಜನರಿಗೆ ಉದ್ಯೋಗ ನೀಡುವಂತೆ ಜಿಲ್ಲಾ ಉಸ್ತುವಾರಿ ಕಾರ್ಯದರ್ಶಿ ಜಾವೇದ್ ಅಖ್ತರ್ ಸೂಚಿಸಿದರು. ನಗರದ ಜಿಲ್ಲಾಧಿಕಾರಿಗಳ ಕಚೇರಿಯಲ್ಲಿ ನಡೆದ ಪ್ರಗತಿ ಪರಿಶೀಲನಾ ಸಭೆಯಲ್ಲಿ ಮಾತನಾಡಿದರು.: [190, 1215, 361, 1321]
- kannada-env-col-2: ಮುಖ್ಯಮಂತ್ರಿ ಎಚ್.ಡಿ.ಕುಮಾರಸ್ವಾಮಿ ಅವರು ಇದುವರೆಗೂ ರಾಜ್ಯದ ಯಾವುದೇ ರೈತರ ಒಂದು ರೂಪಾಯಿ ಸಾಲವನ್ನು ಮನ್ನಾ ಮಾಡಿಲ್ಲ. ಆದರೆ ಸಾಲ ಮನ್ನಾ ಮಾಡುತ್ತೇವೆ ಎಂದು ಹೇಳುತ್ತಾ 40 ಸಾವಿರ ಕೋಟಿ ಸಾಲ ಮನ್ನಾ ಮಾಡಲಾಗಿದೆ ಎನ್ನುತ್ತಿದ್ದಾರೆ. ಕನ್ನಡ ನಾಡು ನುಡಿಗಾಗಿ ಶ್ರಮಿಸಿದ ಗಣ್ಯರನ್ನು ಸನ್ಮಾನಿಸಲಾಯಿತು.: [468, 2053, 731, 2112]
- registration-dot: [1389, 2208, 1397, 2216]
- woman-death-col-2: ದ್ದರು. ಮದುವೆಯ ನಂತರ ಸುಕನ್ಯಾ ಹೆಚ್ಚಕಡಲು ಗ್ರಾಮದಲ್ಲಿಯೇ ಗಂಡನ ಮನೆಯಲ್ಲಿ ವಾಸವಾಗಿದ್ದಳು. ಘಟನೆ ಸಂಬಂಧ ಯುವತಿಯ ಪೋಷಕರು ಮಂಡ್ಯ ಗ್ರಾಮಾಂತರ ಪೊಲೀಸ್ ಠಾಣೆಗೆ ದೂರು ನೀಡಿದ್ದು, ಸ್ಥಳಕ್ಕೆ ಪೊಲೀಸರು ಭೇಟಿ ನೀಡಿ ಪರಿಶೀಲಿಸಿದ್ದಾರೆ. ಈ ಸಂಬಂಧ ಮಂಡ್ಯ ಗ್ರಾಮಾಂತರ ಪೊಲೀಸ್ ಠಾಣೆಯಲ್ಲಿ ಪ್ರಕರಣ ದಾಖಲಾಗಿದೆ.: [1283, 305, 1448, 411]
- office-address: ಮಂಡ್ಯ ಕಚೇರಿ: ನಂ. 1204/1. ಮಹಿಳಾ ಸಮಾಜ ರಸ್ತೆ, 3ನೇ ಕ್ರಾಸ್, ಅಶೋಕನಗರ, ಮಂಡ್ಯ–571 401: [185, 229, 582, 242]
- lead-headline: ಕಾವೇರಿ ಮಡಿಲಲ್ಲಿ ಅಂಬಿ ಅಸ್ಥಿ ಲೀನ: [190, 267, 970, 344]
- sugarcane-headline-1: ವಿದ್ಯುತ್ ಶಾರ್ಟ್ ಸರ್ಕಿಟ್‌ನಿಂದ: [1111, 736, 1450, 764]
